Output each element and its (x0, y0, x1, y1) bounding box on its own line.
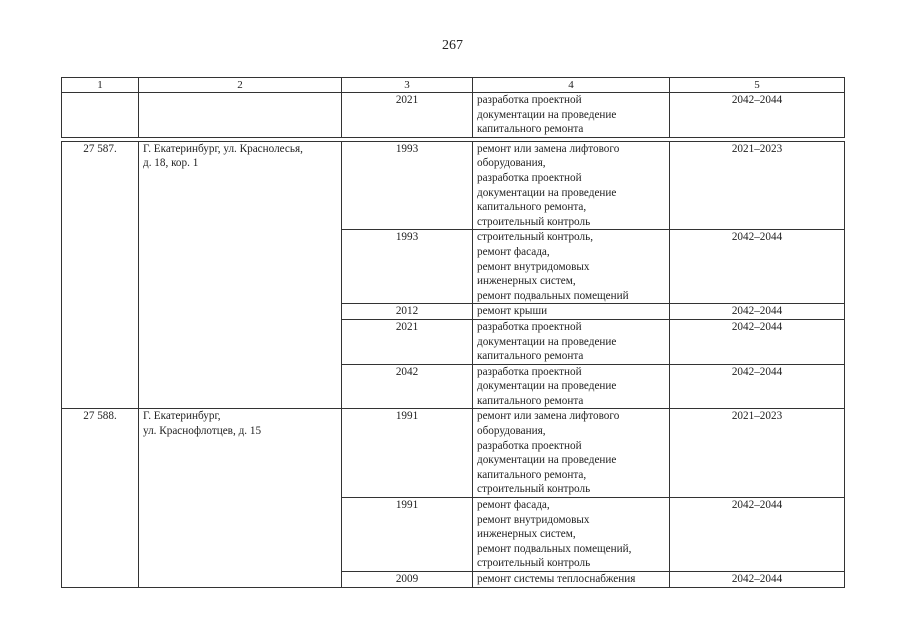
work-line: разработка проектной (477, 365, 582, 378)
table-row (62, 409, 845, 498)
work-line: ремонт подвальных помещений (477, 289, 629, 302)
work-cell (473, 319, 670, 364)
work-line: ремонт фасада, (477, 499, 550, 512)
column-header-3: 3 (342, 78, 473, 93)
table-row (62, 141, 845, 230)
address-line: ул. Краснофлотцев, д. 15 (143, 425, 262, 438)
row-number-cell: 27 588. (62, 409, 139, 587)
year-cell: 2021 (342, 93, 473, 138)
work-line: ремонт внутридомовых (477, 513, 590, 526)
address-cell (139, 141, 342, 409)
work-line: документации на проведение (477, 108, 617, 121)
work-line: ремонт крыши (477, 305, 548, 318)
year-cell: 1993 (342, 230, 473, 304)
period-cell: 2042–2044 (670, 319, 845, 364)
year-cell: 1991 (342, 409, 473, 498)
year-cell: 2021 (342, 319, 473, 364)
work-line: капитального ремонта (477, 350, 584, 363)
period-cell: 2042–2044 (670, 230, 845, 304)
work-cell (473, 409, 670, 498)
work-line: документации на проведение (477, 335, 617, 348)
work-line: разработка проектной (477, 94, 582, 106)
work-line: документации на проведение (477, 380, 617, 393)
work-line: строительный контроль (477, 557, 591, 570)
address-cell (139, 409, 342, 587)
column-header-1: 1 (62, 78, 139, 93)
capital-repair-table (61, 77, 845, 588)
work-line: разработка проектной (477, 439, 582, 452)
work-cell (473, 304, 670, 320)
work-line: ремонт системы теплоснабжения (477, 573, 636, 585)
work-line: оборудования, (477, 157, 546, 170)
work-line: ремонт или замена лифтового (477, 142, 620, 155)
work-line: ремонт или замена лифтового (477, 410, 620, 423)
period-cell: 2042–2044 (670, 498, 845, 572)
column-header-4: 4 (473, 78, 670, 93)
work-line: документации на проведение (477, 454, 617, 467)
work-line: строительный контроль (477, 215, 591, 228)
work-line: строительный контроль (477, 483, 591, 496)
work-line: разработка проектной (477, 320, 582, 333)
work-cell (473, 364, 670, 409)
period-cell: 2021–2023 (670, 141, 845, 230)
year-cell: 2009 (342, 572, 473, 588)
work-line: строительный контроль, (477, 231, 593, 244)
work-line: документации на проведение (477, 186, 617, 199)
period-cell: 2021–2023 (670, 409, 845, 498)
row-number-cell: 27 587. (62, 141, 139, 409)
address-line: Г. Екатеринбург, (143, 410, 221, 423)
work-cell (473, 498, 670, 572)
period-cell: 2042–2044 (670, 93, 845, 138)
row-number-cell (62, 93, 139, 138)
year-cell: 1993 (342, 141, 473, 230)
work-cell (473, 572, 670, 588)
page-number: 267 (442, 38, 463, 53)
work-line: ремонт внутридомовых (477, 260, 590, 273)
period-cell: 2042–2044 (670, 364, 845, 409)
work-cell (473, 230, 670, 304)
work-line: инженерных систем, (477, 528, 576, 541)
period-cell: 2042–2044 (670, 304, 845, 320)
work-line: ремонт подвальных помещений, (477, 542, 632, 555)
work-line: капитального ремонта (477, 123, 584, 136)
year-cell: 2012 (342, 304, 473, 320)
address-line: Г. Екатеринбург, ул. Краснолесья, (143, 142, 303, 155)
year-cell: 1991 (342, 498, 473, 572)
work-cell (473, 93, 670, 138)
work-line: инженерных систем, (477, 275, 576, 288)
address-line: д. 18, кор. 1 (143, 157, 199, 170)
work-line: оборудования, (477, 425, 546, 438)
column-header-2: 2 (139, 78, 342, 93)
work-line: ремонт фасада, (477, 245, 550, 258)
work-line: капитального ремонта, (477, 468, 587, 481)
work-line: капитального ремонта (477, 394, 584, 407)
period-cell: 2042–2044 (670, 572, 845, 588)
year-cell: 2042 (342, 364, 473, 409)
column-header-5: 5 (670, 78, 845, 93)
table-row (62, 93, 845, 138)
work-line: разработка проектной (477, 171, 582, 184)
work-line: капитального ремонта, (477, 201, 587, 214)
address-cell (139, 93, 342, 138)
header-row (62, 78, 845, 93)
work-cell (473, 141, 670, 230)
